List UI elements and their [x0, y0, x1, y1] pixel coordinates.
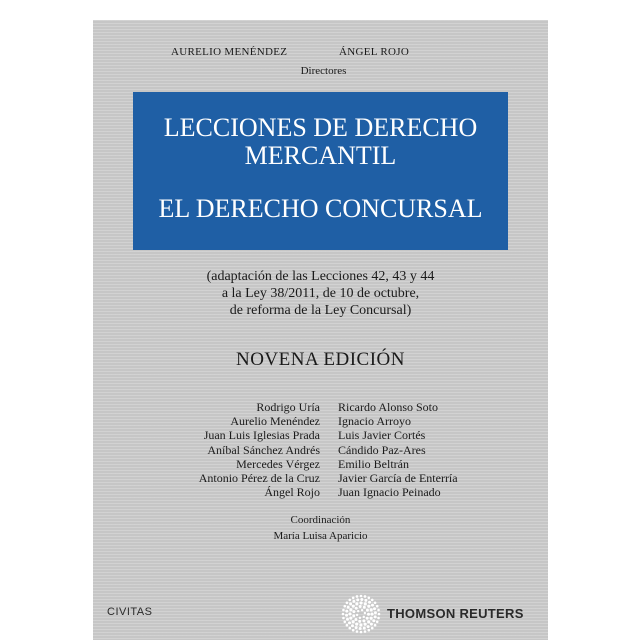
author-name: Cándido Paz-Ares — [338, 442, 426, 457]
logo-dot — [364, 612, 366, 614]
logo-dot — [367, 620, 370, 623]
logo-dot — [371, 627, 374, 630]
book-subtitle-heading: EL DERECHO CONCURSAL — [158, 194, 483, 223]
logo-dot — [348, 612, 351, 615]
logo-dot — [373, 607, 376, 610]
logo-dot — [364, 599, 367, 602]
title-line: LECCIONES DE DERECHO — [163, 113, 478, 142]
logo-dot — [377, 609, 380, 612]
logo-dot — [374, 601, 377, 604]
author-name: Antonio Pérez de la Cruz — [198, 471, 320, 486]
logo-dot — [363, 606, 366, 609]
author-name: Aníbal Sánchez Andrés — [207, 442, 320, 457]
logo-dot — [345, 610, 348, 613]
logo-dot — [356, 595, 359, 598]
coordinator-name: María Luisa Aparicio — [273, 530, 368, 542]
logo-dot — [349, 602, 352, 605]
logo-dot — [371, 599, 374, 602]
logo-dot — [357, 610, 359, 612]
logo-dot — [346, 624, 349, 627]
logo-dot — [342, 613, 345, 616]
logo-dot — [343, 605, 346, 608]
logo-dot — [349, 608, 352, 611]
logo-dot — [354, 618, 357, 621]
logo-dot — [346, 618, 349, 621]
logo-dot — [360, 595, 363, 598]
author-name: Rodrigo Uría — [256, 400, 320, 414]
title-box — [133, 92, 508, 250]
logo-dot — [359, 627, 362, 630]
logo-dot — [355, 626, 358, 629]
logo-dot — [374, 615, 377, 618]
logo-dot — [358, 620, 361, 623]
author-name: Juan Ignacio Peinado — [338, 485, 441, 500]
author-name: Aurelio Menéndez — [230, 414, 320, 429]
logo-dot — [352, 614, 355, 617]
author-name: Ricardo Alonso Soto — [338, 400, 439, 414]
logo-dot — [348, 627, 351, 630]
coordination-label: Coordinación — [290, 514, 351, 526]
logo-dot — [368, 629, 371, 632]
logo-dot — [351, 624, 354, 627]
logo-dot — [355, 607, 358, 610]
thomson-reuters-dot-sphere-icon — [341, 594, 381, 634]
logo-dot — [352, 610, 355, 613]
logo-dot — [367, 625, 370, 628]
logo-dot — [370, 612, 373, 615]
logo-dot — [347, 606, 350, 609]
logo-dot — [342, 609, 345, 612]
logo-dot — [359, 623, 362, 626]
logo-dot — [343, 621, 346, 624]
director-name: AURELIO MENÉNDEZ — [171, 46, 288, 58]
author-name: Luis Javier Cortés — [338, 428, 426, 443]
authors-column-right — [338, 400, 458, 499]
logo-dot — [348, 599, 351, 602]
logo-dot — [370, 608, 373, 611]
logo-dot — [356, 598, 359, 601]
publisher-name: CIVITAS — [107, 606, 153, 618]
logo-dot — [364, 595, 367, 598]
logo-dot — [378, 613, 381, 616]
logo-dot — [361, 609, 363, 611]
logo-dot — [374, 624, 377, 627]
logo-dot — [366, 609, 369, 612]
directors-label: Directores — [300, 65, 347, 77]
subtitle-line: (adaptación de las Lecciones 42, 43 y 44 — [206, 269, 435, 284]
logo-dot — [342, 617, 345, 620]
logo-dot — [377, 617, 380, 620]
logo-dot — [355, 623, 358, 626]
logo-dot — [363, 627, 366, 630]
logo-dot — [346, 601, 349, 604]
logo-dot — [359, 617, 361, 619]
logo-dot — [371, 604, 374, 607]
logo-dot — [367, 613, 370, 616]
logo-dot — [370, 617, 373, 620]
thomson-reuters-logo-text: THOMSON REUTERS — [387, 606, 524, 621]
logo-dot — [352, 620, 355, 623]
logo-dot — [364, 630, 367, 633]
author-name: Ángel Rojo — [264, 485, 320, 500]
logo-dot — [376, 605, 379, 608]
author-name: Juan Luis Iglesias Prada — [203, 428, 320, 443]
logo-dot — [356, 630, 359, 633]
logo-dot — [372, 619, 375, 622]
book-cover — [93, 20, 548, 640]
logo-dot — [364, 623, 367, 626]
logo-dot — [359, 605, 362, 608]
logo-dot — [368, 596, 371, 599]
logo-dot — [352, 629, 355, 632]
logo-dot — [360, 598, 363, 601]
subtitle-line: de reforma de la Ley Concursal) — [229, 303, 412, 318]
logo-dot — [376, 621, 379, 624]
logo-dot — [364, 602, 367, 605]
title-line: MERCANTIL — [244, 141, 397, 170]
logo-dot — [366, 617, 369, 620]
logo-dot — [370, 623, 373, 626]
logo-dot — [356, 614, 358, 616]
logo-dot — [360, 631, 363, 634]
logo-dot — [348, 621, 351, 624]
logo-dot — [349, 617, 352, 620]
logo-dot — [355, 602, 358, 605]
author-name: Ignacio Arroyo — [338, 414, 411, 429]
logo-dot — [367, 605, 370, 608]
logo-dot — [352, 596, 355, 599]
logo-dot — [345, 614, 348, 617]
logo-dot — [374, 611, 377, 614]
edition-label: NOVENA EDICIÓN — [235, 349, 405, 370]
subtitle-line: a la Ley 38/2011, de 10 de octubre, — [221, 286, 420, 301]
director-name: ÁNGEL ROJO — [339, 46, 410, 58]
author-name: Mercedes Vérgez — [236, 456, 320, 471]
logo-dot — [352, 600, 355, 603]
logo-dot — [352, 605, 355, 608]
logo-dot — [363, 616, 365, 618]
logo-dot — [368, 601, 371, 604]
author-name: Emilio Beltrán — [338, 456, 409, 471]
subtitle-note — [93, 268, 548, 319]
logo-dot — [359, 601, 362, 604]
author-name: Javier García de Enterría — [338, 471, 458, 486]
authors-column-left — [199, 400, 320, 499]
logo-dot — [362, 619, 365, 622]
